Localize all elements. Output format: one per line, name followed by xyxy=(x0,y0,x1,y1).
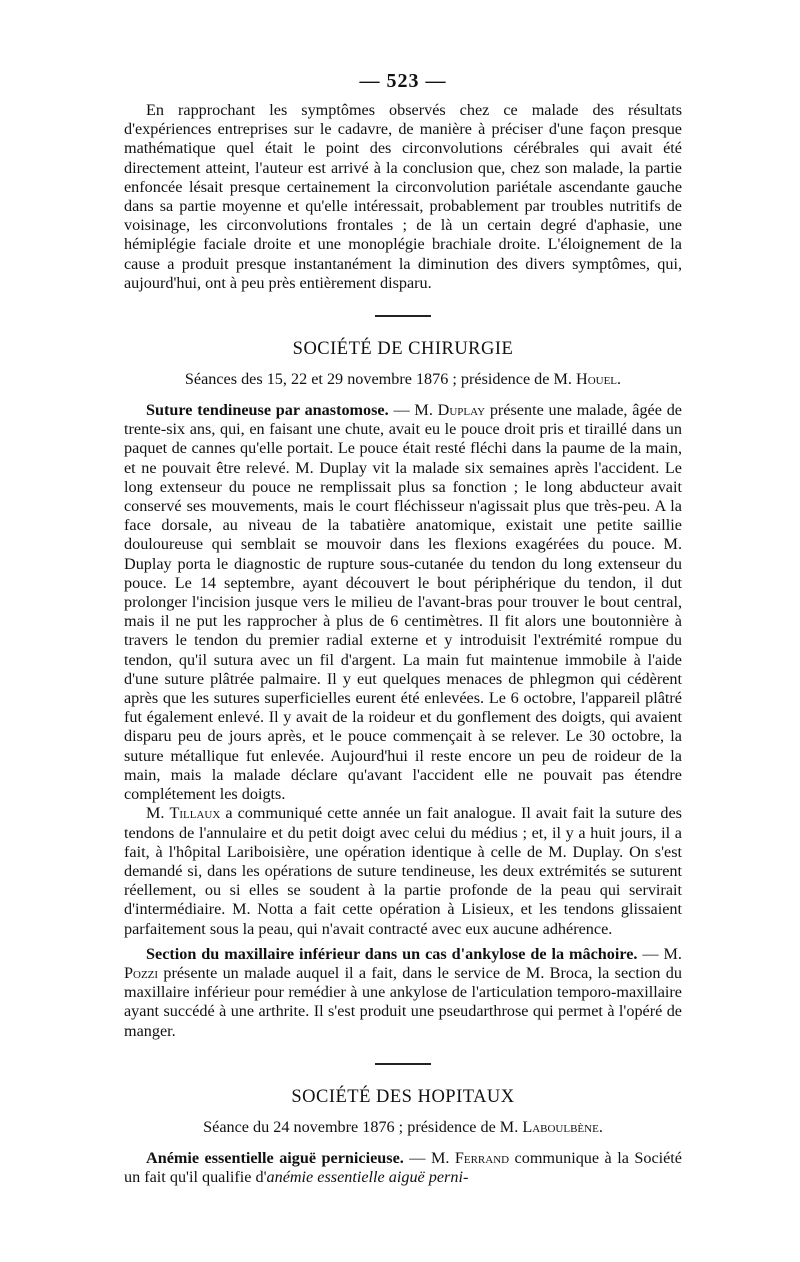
article-body: présente une malade, âgée de trente-six ans, qui, en faisant une chute, avait eu le pouce droit pris et tiraillé dans un paquet de cannes qu'elle portait. Le pouce était resté fléchi dans la paume de la main, et ne pouvait être relevé. M. Duplay vit la malade six semaines après l'accident. Le long extenseur du pouce ne remplissait plus sa fonction ; le long abducteur avait conservé ses mouvements, mais le court fléchisseur n'agissait plus que très-peu. A la face dorsale, au niveau de la tabatière anatomique, existait une petite saillie douloureuse qui semblait se mouvoir dans les flexions exagérées du pouce. M. Duplay porta le diagnostic de rupture sous-cutanée du tendon du long extenseur du pouce. Le 14 septembre, ayant découvert le bout périphérique du tendon, il dut prolonger l'incision jusque vers le milieu de l'avant-bras pour trouver le bout central, mais il ne put les rapprocher à plus de 6 centimètres. Il fit alors une boutonnière à travers le tendon du premier radial externe et y introduisit l'extrémité rompue du tendon, qu'il sutura avec un fil d'argent. La main fut maintenue immobile à l'aide d'une suture plâtrée palmaire. Il y eut quelques menaces de phlegmon qui cédèrent après que les sutures superficielles eurent été enlevées. Le 6 octobre, l'appareil plâtré fut également enlevé. Il y avait de la roideur et du gonflement des doigts, qui avaient disparu peu de jours après, et le pouce commençait à se relever. Le 30 octobre, la suture métallique fut enlevée. Aujourd'hui il reste encore un peu de roideur de la main, mais la malade déclare qu'avant l'accident elle ne pouvait pas étendre complétement les doigts. xyxy=(124,401,682,804)
session-line-chirurgie xyxy=(124,370,682,389)
section-heading-hopitaux: SOCIÉTÉ DES HOPITAUX xyxy=(291,1086,515,1107)
session-text: Séance du 24 novembre 1876 ; présidence de M. xyxy=(203,1117,523,1136)
session-end: . xyxy=(617,370,622,389)
session-text: Séances des 15, 22 et 29 novembre 1876 ; présidence de M. xyxy=(184,370,576,389)
author-name: Duplay xyxy=(437,401,486,420)
article-dash: — M. xyxy=(637,944,682,963)
article-dash: — M. xyxy=(388,401,438,420)
session-end: . xyxy=(598,1117,603,1136)
author-name: Ferrand xyxy=(454,1148,510,1167)
intro-paragraph: En rapprochant les symptômes observés chez ce malade des résultats d'expériences entreprises sur le cadavre, de manière à préciser d'une façon presque mathématique quel était le point des circonvolutions cérébrales qui avait été directement atteint, l'auteur est arrivé à la conclusion que, chez son malade, la partie enfoncée lésait presque certainement la circonvolution pariétale ascendante gauche dans sa partie moyenne et qu'elle intéressait, probablement par troubles nutritifs de voisinage, les circonvolutions frontales ; de là un certain degré d'aphasie, une hémiplégie faciale droite et une monoplégie brachiale droite. L'éloignement de la cause a produit presque instantanément la diminution des divers symptômes, qui, aujourd'hui, ont à peu près entièrement disparu. xyxy=(124,101,682,292)
comment-prefix: M. xyxy=(146,804,170,823)
article-title: Suture tendineuse par anastomose. xyxy=(146,401,389,420)
article-italic: anémie essentielle aiguë perni- xyxy=(266,1167,469,1186)
article-suture-tendineuse xyxy=(124,401,682,804)
section-heading-chirurgie: SOCIÉTÉ DE CHIRURGIE xyxy=(292,339,514,360)
president-name: Houel xyxy=(576,370,618,389)
session-line-hopitaux xyxy=(124,1118,682,1137)
article-title: Anémie essentielle aiguë pernicieuse. xyxy=(146,1148,404,1167)
section-divider xyxy=(375,1063,431,1065)
president-name: Laboulbène xyxy=(522,1117,599,1136)
article-tillaux-comment xyxy=(124,804,682,938)
article-body: présente un malade auquel il a fait, dans le service de M. Broca, la section du maxillaire inférieur pour remédier à une ankylose de l'articulation temporo-maxillaire ayant succédé à une arthrite. Il s'est produit une pseudarthrose qui permet à l'opéré de manger. xyxy=(124,963,682,1040)
article-dash: — M. xyxy=(403,1148,455,1167)
article-maxillaire xyxy=(124,945,682,1041)
author-name: Pozzi xyxy=(124,963,159,982)
article-body: communique à la Société un fait qu'il qualifie d' xyxy=(124,1148,682,1186)
article-title: Section du maxillaire inférieur dans un cas d'ankylose de la mâchoire. xyxy=(146,944,638,963)
article-anemie xyxy=(124,1149,682,1187)
section-divider xyxy=(375,315,431,317)
page-number: — 523 — xyxy=(359,70,447,92)
comment-body: a communiqué cette année un fait analogue. Il avait fait la suture des tendons de l'annulaire et du petit doigt avec celui du médius ; et, il y a huit jours, il a fait, à l'hôpital Lariboisière, une opération identique à celle de M. Duplay. On s'est demandé si, dans les opérations de suture tendineuse, les deux extrémités se suturent réellement, ou si elles se soudent à la partie profonde de la peau qui servirait d'intermédiaire. M. Notta a fait cette opération à Lisieux, et les tendons glissaient parfaitement sous la peau, qui n'avait contracté avec eux aucune adhérence. xyxy=(124,804,682,938)
author-name: Tillaux xyxy=(169,804,221,823)
